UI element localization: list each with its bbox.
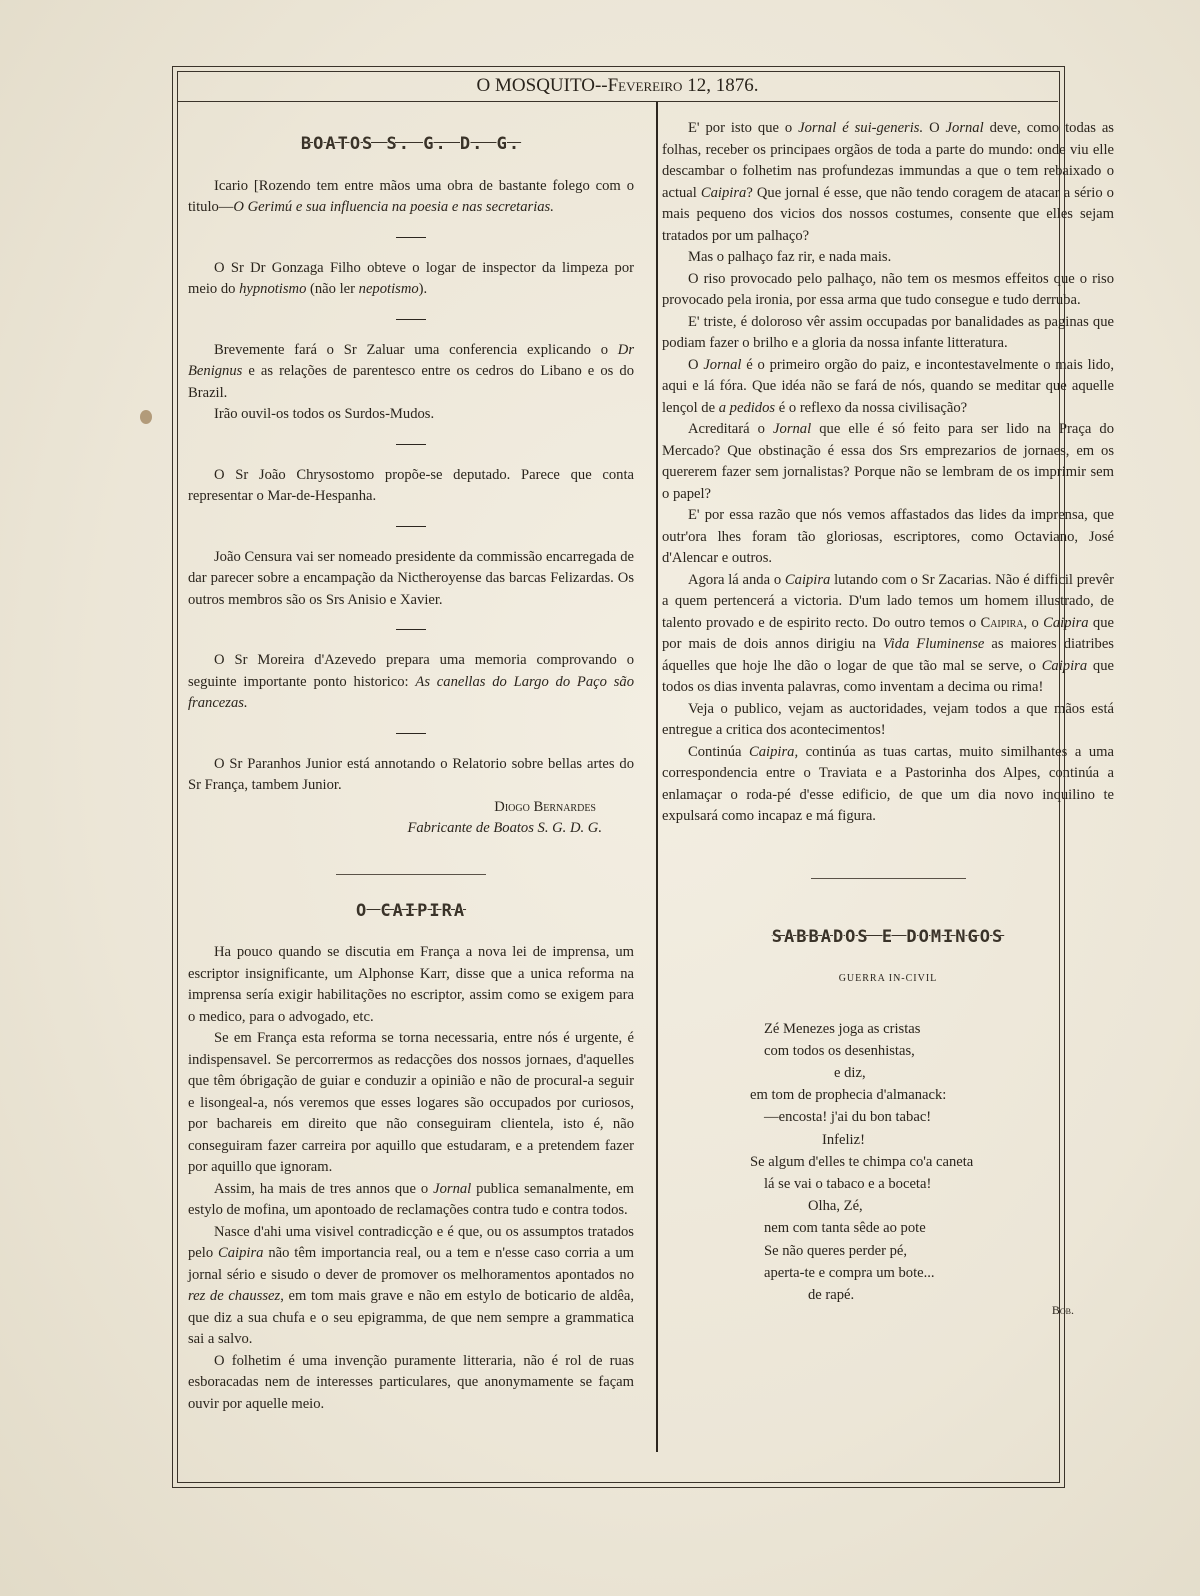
sabbados-subtitle: GUERRA IN-CIVIL	[838, 973, 938, 984]
sabbados-title: SABBADOS E DOMINGOS	[771, 926, 1005, 947]
article-paragraph: E' por isto que o Jornal é sui-generis. O Jornal deve, como todas as folhas, receber os principaes orgãos de toda a parte do mundo: onde viu elle descambar o folhetim nas profundezas immundas a que o tem rebaixado o actual Caipira? Que jornal é esse, que não tendo coragem de atacar a sério o mais pequeno dos vicios dos nossos costumes, consente que elles sejam tratados por um palhaço?	[662, 120, 1114, 244]
boatos-item: Icario [Rozendo tem entre mãos uma obra de bastante folego com o titulo—O Gerimú e sua influencia na poesia e nas secretarias.	[188, 177, 634, 215]
poem-line: em tom de prophecia d'almanack:	[750, 1087, 947, 1104]
article-paragraph: E' triste, é doloroso vêr assim occupadas por banalidades as paginas que podiam fazer o brilho e a gloria da nossa infante litteratura.	[662, 313, 1114, 351]
boatos-title: BOATOS S. G. D. G.	[300, 134, 522, 154]
left-column	[188, 130, 634, 1415]
masthead	[177, 71, 1058, 102]
boatos-item: O Sr João Chrysostomo propõe-se deputado. Parece que conta representar o Mar-de-Hespanha.	[188, 466, 634, 504]
right-column	[662, 118, 1114, 1322]
poem-line: nem com tanta sêde ao pote	[764, 1220, 926, 1237]
masthead-title: O MOSQUITO--	[476, 75, 608, 96]
signature-name: Diogo Bernardes	[494, 798, 596, 815]
poem-line: aperta-te e compra um bote...	[764, 1264, 935, 1281]
boatos-item: João Censura vai ser nomeado presidente da commissão encarregada de dar parecer sobre a encampação da Nictheroyense das barcas Felizardas. Os outros membros são os Srs Anisio e Xavier.	[188, 548, 634, 608]
section-separator	[811, 878, 966, 879]
article-paragraph: Acreditará o Jornal que elle é só feito para ser lido na Praça do Mercado? Que obstinação é essa dos Srs emprezarios de jornaes, em os quererem fazer sem jornalistas? Porque não se lembram de os imprimir sem o papel?	[662, 421, 1115, 502]
poem-author: Bob.	[1051, 1303, 1074, 1318]
poem-line: Se algum d'elles te chimpa co'a caneta	[750, 1153, 974, 1170]
masthead-date: 12, 1876.	[682, 75, 759, 96]
poem-line: com todos os desenhistas,	[764, 1042, 915, 1059]
poem-line: Se não queres perder pé,	[764, 1242, 908, 1259]
article-paragraph: Continúa Caipira, continúa as tuas cartas, muito similhantes a uma correspondencia entre o Traviata e a Pastorinha dos Alpes, continúa a enlamaçar o roda-pé d'esse edificio, de que um dia novo inquilino te expulsará como incapaz e má figura.	[662, 743, 1114, 824]
poem-line: —encosta! j'ai du bon tabac!	[764, 1109, 932, 1126]
article-paragraph: O Jornal é o primeiro orgão do paiz, e incontestavelmente o mais lido, aqui e lá fóra. Que idéa não se fará de nós, quando se meditar que aquelle lençol de a pedidos é o reflexo da nossa civilisação?	[662, 356, 1114, 416]
article-paragraph: O riso provocado pelo palhaço, não tem os mesmos effeitos que o riso provocado pela ironia, por essa arma que tudo consegue e tudo derruba.	[662, 270, 1114, 308]
divider	[396, 629, 426, 630]
caipira-paragraph: Se em França esta reforma se torna necessaria, entre nós é urgente, é indispensavel. Se percorrermos as redacções dos nossos jornaes, d'aquelles que têm óbrigação de guiar e conduzir a opinião e não de procural-a seguir e lisongeal-a, nós veremos que esses logares são occupados por curiosos, por bachareis em direito que não conseguiram clientela, isto é, não conseguiram fazer carreira por aquillo que estudaram, e a pretendem fazer por aquillo que ignoram.	[188, 1030, 634, 1175]
masthead-month: Fevereiro	[607, 75, 683, 96]
article-paragraph: Mas o palhaço faz rir, e nada mais.	[688, 249, 892, 265]
boatos-item: O Sr Dr Gonzaga Filho obteve o logar de inspector da limpeza por meio do hypnotismo (não ler nepotismo).	[188, 259, 634, 297]
poem-line: Olha, Zé,	[808, 1198, 863, 1215]
article-paragraph: Veja o publico, vejam as auctoridades, vejam todos a que mãos está entregue a critica dos acontecimentos!	[662, 700, 1114, 738]
divider	[396, 444, 426, 445]
boatos-item: Irão ouvil-os todos os Surdos-Mudos.	[214, 406, 435, 422]
poem-line: lá se vai o tabaco e a boceta!	[764, 1175, 932, 1192]
poem-line: de rapé.	[808, 1286, 855, 1303]
poem-line: Zé Menezes joga as cristas	[764, 1020, 921, 1037]
boatos-item: O Sr Moreira d'Azevedo prepara uma memoria comprovando o seguinte importante ponto historico: As canellas do Largo do Paço são francezas.	[188, 652, 634, 711]
caipira-paragraph: Nasce d'ahi uma visivel contradicção e é que, ou os assumptos tratados pelo Caipira não têm importancia real, ou a tem e n'esse caso corria a um jornal sério e sisudo o dever de promover os melhoramentos apontados no rez de chaussez, em tom mais grave e não em estylo de boticario de aldêa, que diz a sua chufa e o seu epigramma, de que nem sempre a grammatica sai a salvo.	[188, 1223, 634, 1347]
poem-line: e diz,	[834, 1064, 866, 1081]
section-separator	[336, 874, 486, 875]
divider	[396, 526, 426, 527]
poem	[750, 1018, 1114, 1307]
paper-stain	[140, 410, 152, 424]
caipira-paragraph: Assim, ha mais de tres annos que o Jornal publica semanalmente, em estylo de mofina, um apontoado de reclamações contra tudo e contra todos.	[188, 1180, 634, 1218]
boatos-item: Brevemente fará o Sr Zaluar uma conferencia explicando o Dr Benignus e as relações de parentesco entre os cedros do Libano e os do Brazil.	[188, 341, 634, 401]
caipira-paragraph: O folhetim é uma invenção puramente litteraria, não é rol de ruas esboracadas nem de interesses particulares, que anonymamente se façam ouvir por aquelle meio.	[188, 1352, 634, 1412]
poem-line: Infeliz!	[822, 1131, 865, 1148]
divider	[396, 733, 426, 734]
boatos-item: O Sr Paranhos Junior está annotando o Relatorio sobre bellas artes do Sr França, tambem Junior.	[188, 755, 634, 793]
column-rule	[656, 102, 658, 1452]
article-paragraph: Agora lá anda o Caipira lutando com o Sr Zacarias. Não é difficil prevêr a quem pertencerá a victoria. D'um lado temos um homem illustrado, de talento provado e de espirito recto. Do outro temos o Caipira, o Caipira que por mais de dois annos dirigiu na Vida Fluminense as maiores diatribes áquelles que hoje lhe dão o logar de que tão mal se serve, o Caipira que todos os dias inventa palavras, como inventam a decima ou rima!	[662, 571, 1114, 695]
divider	[396, 237, 426, 238]
caipira-paragraph: Ha pouco quando se discutia em França a nova lei de imprensa, um escriptor insignificante, um Alphonse Karr, disse que a unica reforma na imprensa sería exigir habilitações no escriptor, assim como se exigem para o medico, para o advogado, etc.	[188, 944, 634, 1025]
article-paragraph: E' por essa razão que nós vemos affastados das lides da imprensa, que outr'ora lhes foram tão gloriosas, escriptores, como Octaviano, José d'Alencar e outros.	[662, 507, 1114, 566]
divider	[396, 319, 426, 320]
signature-title: Fabricante de Boatos S. G. D. G.	[407, 820, 602, 836]
caipira-title: O CAIPIRA	[355, 900, 467, 921]
